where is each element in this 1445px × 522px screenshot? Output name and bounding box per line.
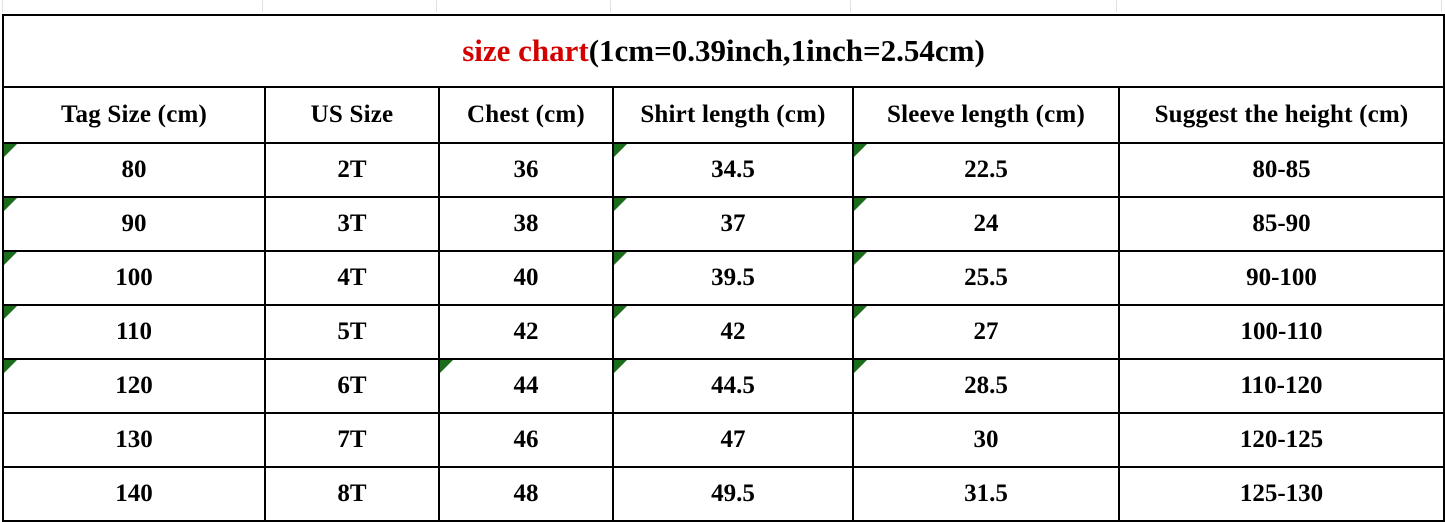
grid-guide-line — [1441, 0, 1442, 12]
table-row — [3, 197, 1444, 251]
cell-tag-size: 130 — [3, 413, 265, 467]
cell-us-size: 6T — [265, 359, 439, 413]
cell-us-size: 2T — [265, 143, 439, 197]
cell-suggest-height: 120-125 — [1119, 413, 1444, 467]
cell-tag-size: 100 — [3, 251, 265, 305]
cell-us-size: 8T — [265, 467, 439, 521]
table-row — [3, 467, 1444, 521]
cell-sleeve-length: 28.5 — [853, 359, 1119, 413]
cell-shirt-length: 44.5 — [613, 359, 853, 413]
cell-us-size: 4T — [265, 251, 439, 305]
cell-us-size: 7T — [265, 413, 439, 467]
cell-us-size: 5T — [265, 305, 439, 359]
column-header-chest: Chest (cm) — [439, 87, 613, 143]
cell-sleeve-length: 24 — [853, 197, 1119, 251]
column-header-suggest-height: Suggest the height (cm) — [1119, 87, 1444, 143]
cell-chest: 46 — [439, 413, 613, 467]
cell-shirt-length: 42 — [613, 305, 853, 359]
cell-sleeve-length: 22.5 — [853, 143, 1119, 197]
cell-tag-size: 90 — [3, 197, 265, 251]
table-title-row — [3, 15, 1444, 87]
column-header-shirt-length: Shirt length (cm) — [613, 87, 853, 143]
chart-title — [3, 15, 1444, 87]
cell-tag-size: 140 — [3, 467, 265, 521]
cell-chest: 38 — [439, 197, 613, 251]
column-header-us-size: US Size — [265, 87, 439, 143]
cell-chest: 48 — [439, 467, 613, 521]
cell-us-size: 3T — [265, 197, 439, 251]
cell-sleeve-length: 30 — [853, 413, 1119, 467]
cell-chest: 42 — [439, 305, 613, 359]
table-row — [3, 251, 1444, 305]
table-row — [3, 413, 1444, 467]
cell-shirt-length: 47 — [613, 413, 853, 467]
chart-title-main: size chart — [462, 32, 589, 68]
table-header-row — [3, 87, 1444, 143]
grid-guide-line — [610, 0, 611, 12]
cell-tag-size: 110 — [3, 305, 265, 359]
grid-guide-line — [850, 0, 851, 12]
cell-chest: 36 — [439, 143, 613, 197]
size-chart-table — [2, 14, 1445, 522]
cell-sleeve-length: 27 — [853, 305, 1119, 359]
cell-suggest-height: 90-100 — [1119, 251, 1444, 305]
cell-chest: 44 — [439, 359, 613, 413]
chart-title-sub: (1cm=0.39inch,1inch=2.54cm) — [588, 32, 985, 68]
cell-suggest-height: 80-85 — [1119, 143, 1444, 197]
column-header-tag-size: Tag Size (cm) — [3, 87, 265, 143]
column-header-sleeve-length: Sleeve length (cm) — [853, 87, 1119, 143]
cell-shirt-length: 34.5 — [613, 143, 853, 197]
cell-shirt-length: 49.5 — [613, 467, 853, 521]
cell-suggest-height: 100-110 — [1119, 305, 1444, 359]
grid-guide-line — [1116, 0, 1117, 12]
grid-guide-line — [2, 0, 3, 12]
cell-sleeve-length: 31.5 — [853, 467, 1119, 521]
grid-guide-line — [262, 0, 263, 12]
cell-tag-size: 120 — [3, 359, 265, 413]
cell-suggest-height: 85-90 — [1119, 197, 1444, 251]
cell-shirt-length: 37 — [613, 197, 853, 251]
table-row — [3, 359, 1444, 413]
cell-sleeve-length: 25.5 — [853, 251, 1119, 305]
cell-suggest-height: 125-130 — [1119, 467, 1444, 521]
cell-shirt-length: 39.5 — [613, 251, 853, 305]
table-row — [3, 143, 1444, 197]
table-row — [3, 305, 1444, 359]
cell-suggest-height: 110-120 — [1119, 359, 1444, 413]
cell-chest: 40 — [439, 251, 613, 305]
grid-guide-line — [436, 0, 437, 12]
cell-tag-size: 80 — [3, 143, 265, 197]
